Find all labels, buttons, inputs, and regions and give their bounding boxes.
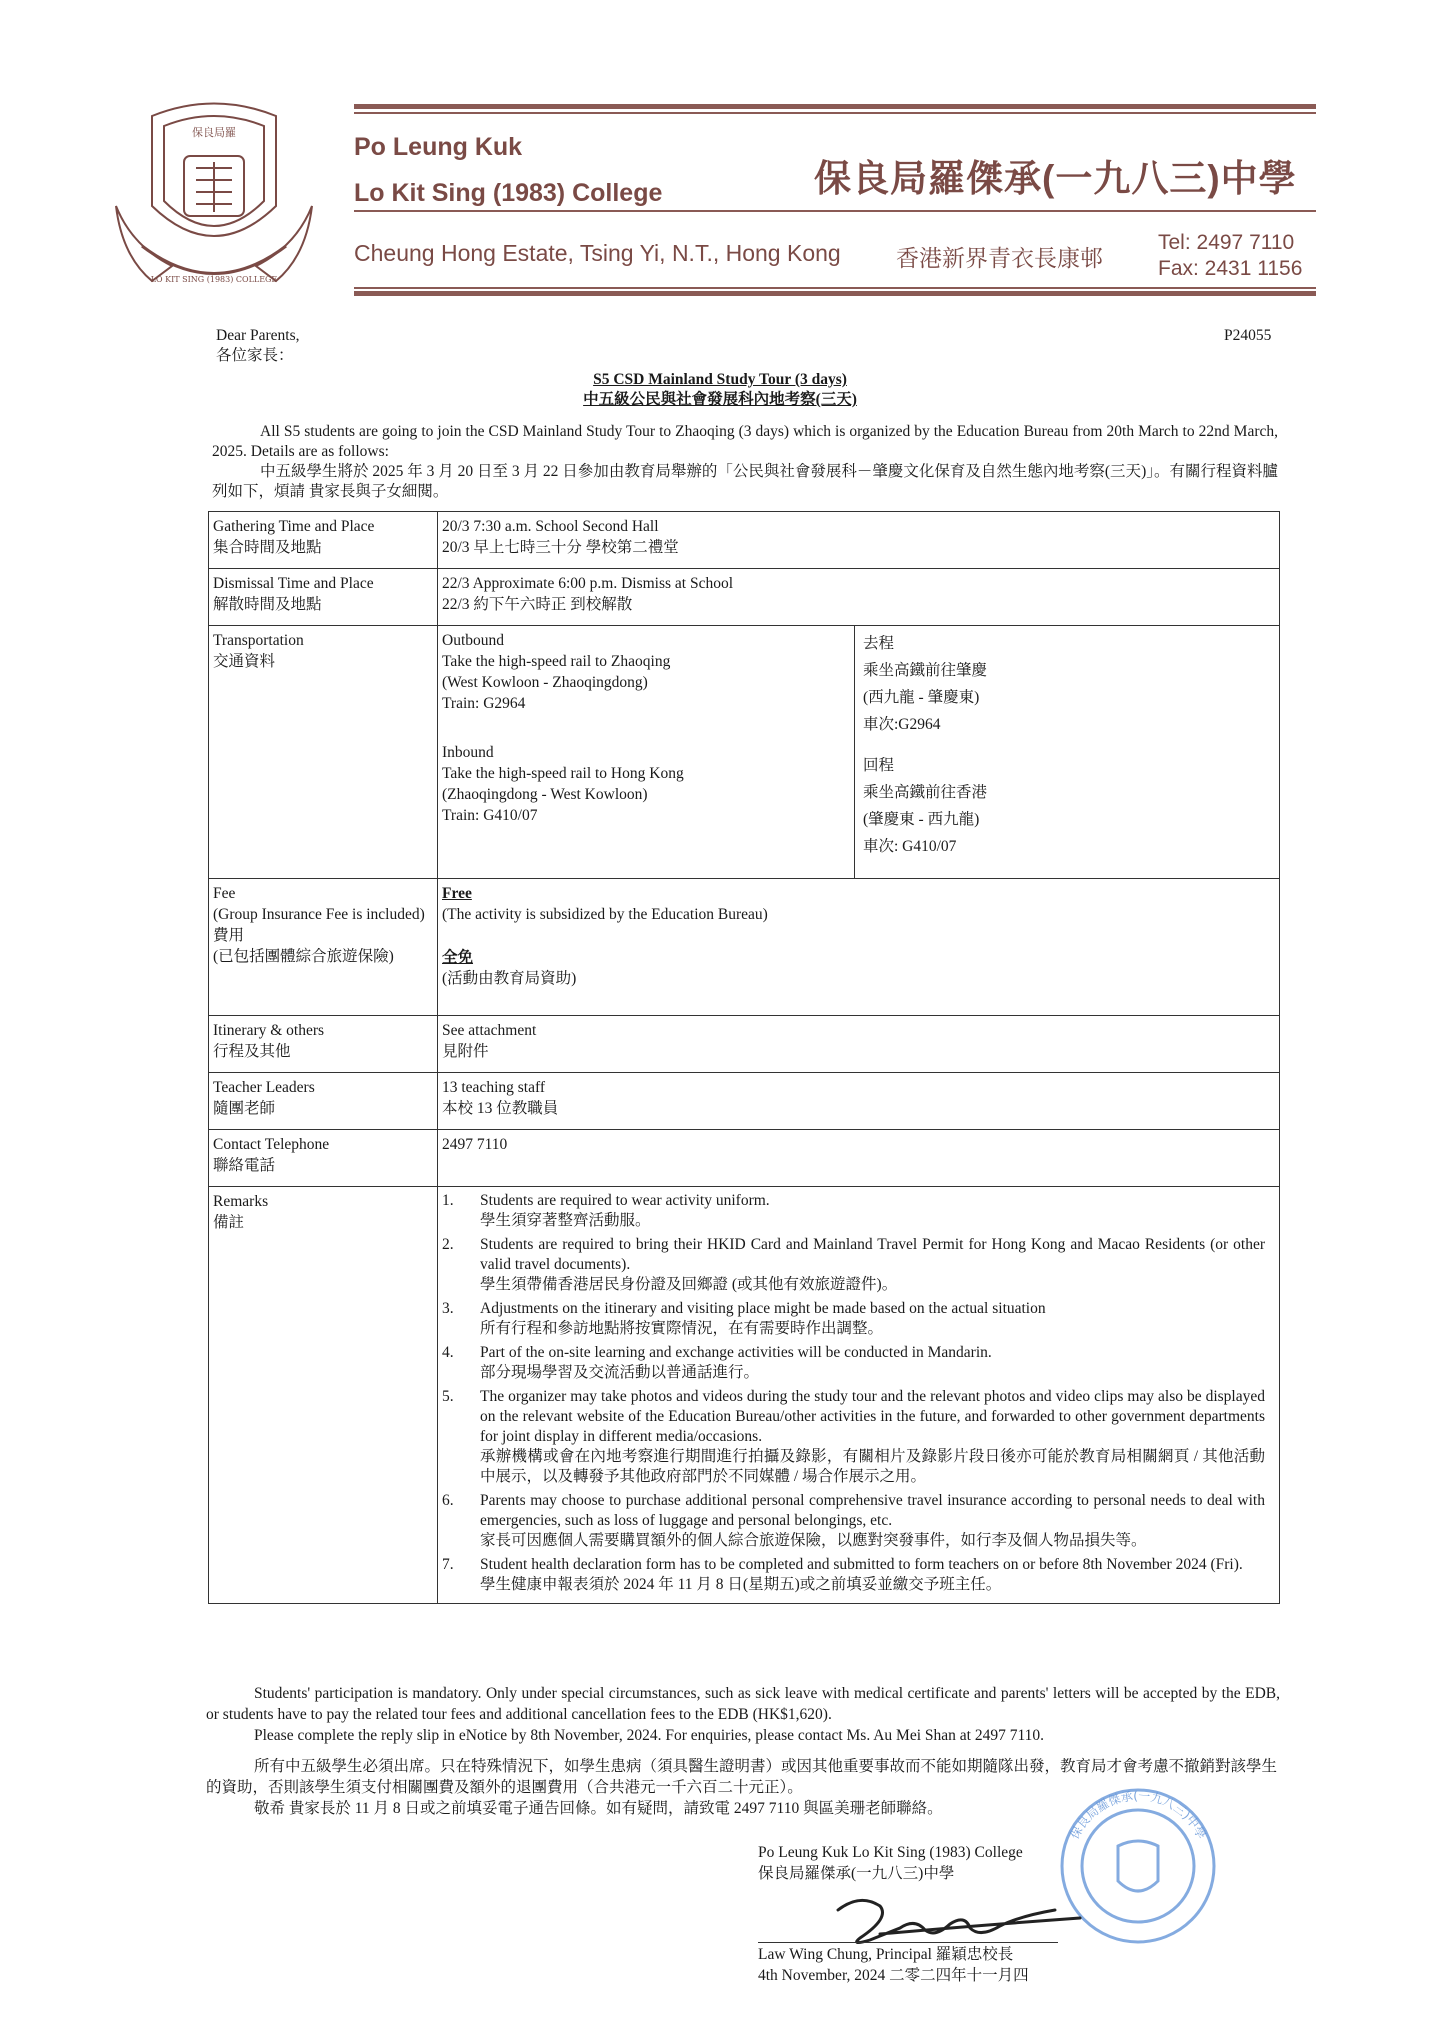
remark-text-en: Students are required to wear activity uniform. xyxy=(480,1192,770,1209)
remark-text xyxy=(480,1299,1265,1339)
dismissal-value-en: 22/3 Approximate 6:00 p.m. Dismiss at School xyxy=(442,575,734,592)
table-row xyxy=(209,626,1280,879)
remark-number: 7. xyxy=(442,1556,454,1573)
remark-item xyxy=(442,1387,1265,1487)
remark-text xyxy=(480,1343,1265,1383)
teachers-label-zh: 隨團老師 xyxy=(213,1100,276,1117)
logo-text-bottom: LO KIT SING (1983) COLLEGE xyxy=(150,275,278,284)
signoff-school xyxy=(758,1842,1023,1884)
intro-zh: 中五級學生將於 2025 年 3 月 20 日至 3 月 22 日參加由教育局舉辦的「公民與社會發展科－肇慶文化保育及自然生態內地考察(三天)」。有關行程資料臚列如下，煩請 貴家長與子女細閱。 xyxy=(212,463,1278,500)
remark-text-en: Students are required to bring their HKID Card and Mainland Travel Permit for Hong Kong and Macao Residents (or other valid travel documents). xyxy=(480,1236,1265,1273)
remark-text xyxy=(480,1555,1265,1595)
outbound-line1-zh: 乘坐高鐵前往肇慶 xyxy=(863,662,988,679)
remarks-label-zh: 備註 xyxy=(213,1214,245,1231)
remark-text-zh: 家長可因應個人需要購買額外的個人綜合旅遊保險，以應對突發事件，如行李及個人物品損失等。 xyxy=(480,1532,1147,1549)
letter-date: 4th November, 2024 二零二四年十一月四 xyxy=(758,1967,1029,1984)
transport-label-zh: 交通資料 xyxy=(213,653,276,670)
itinerary-label xyxy=(209,1016,438,1073)
teachers-label xyxy=(209,1073,438,1130)
itinerary-label-zh: 行程及其他 xyxy=(213,1043,291,1060)
reference-number: P24055 xyxy=(1224,327,1272,344)
teachers-label-en: Teacher Leaders xyxy=(213,1079,315,1096)
outbound-heading: Outbound xyxy=(442,632,504,649)
contact-label xyxy=(209,1130,438,1187)
address-en: Cheung Hong Estate, Tsing Yi, N.T., Hong Kong xyxy=(354,240,841,266)
remark-item xyxy=(442,1343,1265,1383)
school-name-en xyxy=(354,124,662,216)
table-row xyxy=(209,1073,1280,1130)
outbound-heading-zh: 去程 xyxy=(863,635,895,652)
remarks-label xyxy=(209,1187,438,1604)
remark-item xyxy=(442,1491,1265,1551)
remarks-value xyxy=(438,1187,1280,1604)
dismissal-value xyxy=(438,569,1280,626)
header-mid-rule xyxy=(354,210,1316,212)
remarks-list xyxy=(442,1191,1265,1595)
table-row xyxy=(209,1187,1280,1604)
fee-label-zh: 費用 xyxy=(213,927,245,944)
remark-number: 2. xyxy=(442,1236,454,1253)
inbound-line1: Take the high-speed rail to Hong Kong xyxy=(442,765,684,782)
remarks-label-en: Remarks xyxy=(213,1193,269,1210)
teachers-value-en: 13 teaching staff xyxy=(442,1079,546,1096)
signer-name: Law Wing Chung, Principal 羅穎忠校長 xyxy=(758,1946,1014,1963)
remark-number: 6. xyxy=(442,1492,454,1509)
remark-text-zh: 學生須穿著整齊活動服。 xyxy=(480,1212,651,1229)
letter-title xyxy=(0,370,1440,410)
outbound-line2: (West Kowloon - Zhaoqingdong) xyxy=(442,674,648,691)
fee-label xyxy=(209,879,438,1016)
table-row xyxy=(209,569,1280,626)
fee-value xyxy=(438,879,1280,1016)
outbound-line1: Take the high-speed rail to Zhaoqing xyxy=(442,653,671,670)
fee-value-zh-note: (活動由教育局資助) xyxy=(442,970,577,987)
outbound-line2-zh: (西九龍 - 肇慶東) xyxy=(863,689,980,706)
greeting xyxy=(216,326,300,366)
header-bottom-rule xyxy=(354,291,1316,296)
fee-label-en-note: (Group Insurance Fee is included) xyxy=(213,906,425,923)
contact-label-en: Contact Telephone xyxy=(213,1136,330,1153)
closing-para1-en: Students' participation is mandatory. Only under special circumstances, such as sick leave with medical certificate and parents' letters will be accepted by the EDB, or students have to pay the related tour fees and additional cancellation fees to the EDB (HK$1,620). xyxy=(206,1685,1280,1723)
contact-label-zh: 聯絡電話 xyxy=(213,1157,276,1174)
signature-line xyxy=(758,1942,1058,1943)
remark-text-en: The organizer may take photos and videos during the study tour and the relevant photos and video clips may also be displayed on the relevant website of the Education Bureau/other activities in the future, and forwarded to other government departments for joint display in different media/occasions. xyxy=(480,1388,1265,1445)
remark-text xyxy=(480,1387,1265,1487)
intro-paragraph xyxy=(212,422,1278,502)
table-row xyxy=(209,1130,1280,1187)
tour-details-table xyxy=(208,511,1280,1604)
closing-para2-en: Please complete the reply slip in eNotice by 8th November, 2024. For enquiries, please contact Ms. Au Mei Shan at 2497 7110. xyxy=(254,1727,1045,1744)
transport-col-zh xyxy=(854,626,1279,878)
gathering-value-en: 20/3 7:30 a.m. School Second Hall xyxy=(442,518,659,535)
fee-label-zh-note: (已包括團體綜合旅遊保險) xyxy=(213,948,394,965)
dismissal-label-zh: 解散時間及地點 xyxy=(213,596,322,613)
remark-text xyxy=(480,1491,1265,1551)
remark-number: 5. xyxy=(442,1388,454,1405)
itinerary-value xyxy=(438,1016,1280,1073)
seal-text: 保良局羅傑承(一九八三)中學 xyxy=(1067,1788,1209,1842)
signer-block xyxy=(758,1944,1029,1986)
fee-value-zh: 全免 xyxy=(442,949,474,966)
closing-para1-zh: 所有中五級學生必須出席。只在特殊情況下，如學生患病（須具醫生證明書）或因其他重要事故而不能如期隨隊出發，教育局才會考慮不撤銷對該學生的資助，否則該學生須支付相關團費及額外的退團費用（合共港元一千六百二十元正）。 xyxy=(206,1758,1278,1796)
contact-numbers xyxy=(1158,230,1302,282)
inbound-line2: (Zhaoqingdong - West Kowloon) xyxy=(442,786,648,803)
fee-value-en: Free xyxy=(442,885,472,902)
tel-number: Tel: 2497 7110 xyxy=(1158,231,1295,254)
remark-text-en: Adjustments on the itinerary and visiting place might be made based on the actual situation xyxy=(480,1300,1046,1317)
title-en: S5 CSD Mainland Study Tour (3 days) xyxy=(593,371,847,388)
gathering-label xyxy=(209,512,438,569)
remark-item xyxy=(442,1191,1265,1231)
remark-text-zh: 承辦機構或會在內地考察進行期間進行拍攝及錄影，有關相片及錄影片段日後亦可能於教育局相關網頁 / 其他活動中展示，以及轉發予其他政府部門於不同媒體 / 場合作展示之用。 xyxy=(480,1448,1265,1485)
outbound-train: Train: G2964 xyxy=(442,695,526,712)
inbound-line1-zh: 乘坐高鐵前往香港 xyxy=(863,784,988,801)
closing-para2-zh: 敬希 貴家長於 11 月 8 日或之前填妥電子通告回條。如有疑問，請致電 2497 7110 與區美珊老師聯絡。 xyxy=(254,1800,943,1817)
signoff-school-zh: 保良局羅傑承(一九八三)中學 xyxy=(758,1865,955,1882)
fee-label-en: Fee xyxy=(213,885,236,902)
remark-text-zh: 部分現場學習及交流活動以普通話進行。 xyxy=(480,1364,760,1381)
transport-label-en: Transportation xyxy=(213,632,304,649)
itinerary-value-zh: 見附件 xyxy=(442,1043,489,1060)
school-name-en-line1: Po Leung Kuk xyxy=(354,133,523,161)
transport-value xyxy=(438,626,1280,879)
gathering-label-zh: 集合時間及地點 xyxy=(213,539,322,556)
remark-item xyxy=(442,1555,1265,1595)
remark-text-en: Parents may choose to purchase additional personal comprehensive travel insurance according to personal needs to deal with emergencies, such as loss of luggage and personal belongings, etc. xyxy=(480,1492,1265,1529)
remark-number: 3. xyxy=(442,1300,454,1317)
remark-text-zh: 所有行程和參訪地點將按實際情況，在有需要時作出調整。 xyxy=(480,1320,884,1337)
table-row xyxy=(209,512,1280,569)
remark-text-zh: 學生須帶備香港居民身份證及回鄉證 (或其他有效旅遊證件)。 xyxy=(480,1276,898,1293)
closing-en xyxy=(206,1683,1280,1746)
fee-value-en-note: (The activity is subsidized by the Education Bureau) xyxy=(442,906,768,923)
gathering-value-zh: 20/3 早上七時三十分 學校第二禮堂 xyxy=(442,539,679,556)
principal-signature xyxy=(820,1888,1090,1948)
table-row xyxy=(209,879,1280,1016)
teachers-value xyxy=(438,1073,1280,1130)
gathering-value xyxy=(438,512,1280,569)
svg-text:保良局羅傑承(一九八三)中學 xyxy=(1067,1789,1208,1842)
address-zh: 香港新界青衣長康邨 xyxy=(896,245,1103,271)
remark-item xyxy=(442,1299,1265,1339)
transport-label xyxy=(209,626,438,879)
dismissal-label xyxy=(209,569,438,626)
title-zh: 中五級公民與社會發展科內地考察(三天) xyxy=(583,391,857,408)
outbound-train-zh: 車次:G2964 xyxy=(863,716,941,733)
header-top-rule xyxy=(354,104,1316,109)
remark-number: 4. xyxy=(442,1344,454,1361)
logo-text-top: 保良局羅 xyxy=(192,126,236,139)
school-name-en-line2: Lo Kit Sing (1983) College xyxy=(354,179,663,207)
remark-item xyxy=(442,1235,1265,1295)
remark-text-en: Part of the on-site learning and exchange activities will be conducted in Mandarin. xyxy=(480,1344,992,1361)
remark-text-en: Student health declaration form has to be completed and submitted to form teachers on or before 8th November 2024 (Fri). xyxy=(480,1556,1243,1573)
dismissal-label-en: Dismissal Time and Place xyxy=(213,575,374,592)
remark-text-zh: 學生健康申報表須於 2024 年 11 月 8 日(星期五)或之前填妥並繳交予班主任。 xyxy=(480,1576,1002,1593)
intro-en: All S5 students are going to join the CSD Mainland Study Tour to Zhaoqing (3 days) which is organized by the Education Bureau from 20th March to 22nd March, 2025. Details are as follows: xyxy=(212,423,1278,460)
remark-number: 1. xyxy=(442,1192,454,1209)
inbound-line2-zh: (肇慶東 - 西九龍) xyxy=(863,811,980,828)
header-bottom-rule-thin xyxy=(354,287,1316,289)
itinerary-label-en: Itinerary & others xyxy=(213,1022,325,1039)
fax-number: Fax: 2431 1156 xyxy=(1158,257,1303,280)
contact-value xyxy=(438,1130,1280,1187)
school-name-zh: 保良局羅傑承(一九八三)中學 xyxy=(814,158,1297,199)
inbound-train-zh: 車次: G410/07 xyxy=(863,838,957,855)
inbound-train: Train: G410/07 xyxy=(442,807,538,824)
remark-text xyxy=(480,1191,1265,1231)
inbound-heading: Inbound xyxy=(442,744,494,761)
header-top-rule-thin xyxy=(354,112,1316,114)
itinerary-value-en: See attachment xyxy=(442,1022,537,1039)
teachers-value-zh: 本校 13 位教職員 xyxy=(442,1100,559,1117)
inbound-heading-zh: 回程 xyxy=(863,757,895,774)
school-crest-logo xyxy=(112,96,316,292)
greeting-zh: 各位家長： xyxy=(216,347,294,364)
table-row xyxy=(209,1016,1280,1073)
gathering-label-en: Gathering Time and Place xyxy=(213,518,375,535)
transport-col-en xyxy=(438,626,858,878)
greeting-en: Dear Parents, xyxy=(216,327,300,344)
remark-text xyxy=(480,1235,1265,1295)
dismissal-value-zh: 22/3 約下午六時正 到校解散 xyxy=(442,596,633,613)
signoff-school-en: Po Leung Kuk Lo Kit Sing (1983) College xyxy=(758,1844,1023,1861)
contact-phone: 2497 7110 xyxy=(442,1136,508,1153)
